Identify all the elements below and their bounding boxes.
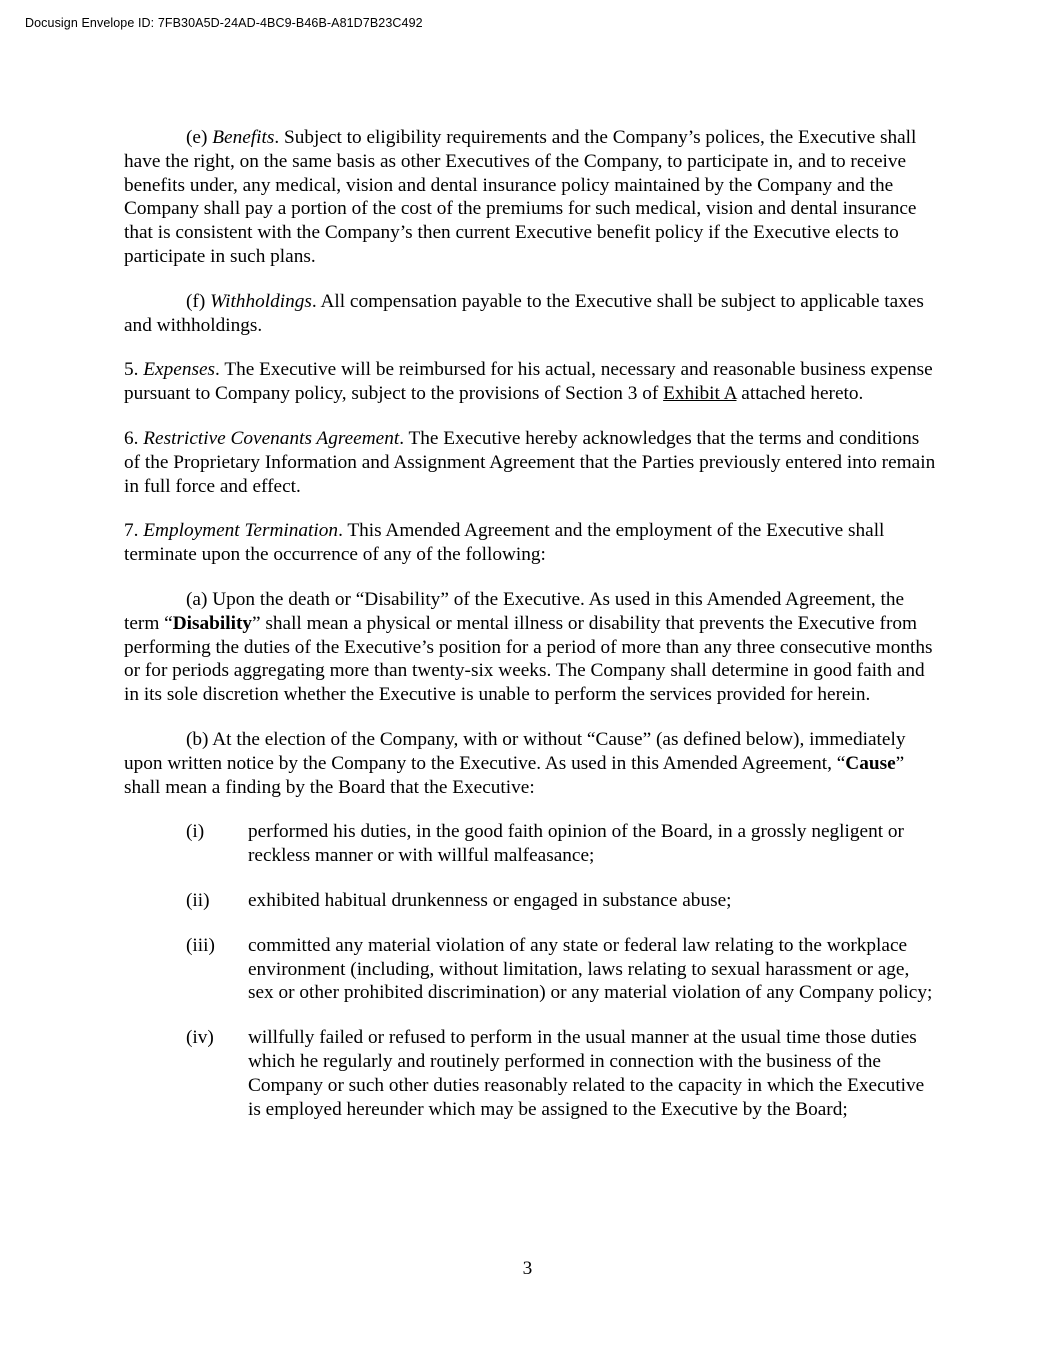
- subsection-death-disability: [124, 588, 936, 707]
- section-employment-termination: [124, 519, 936, 567]
- section-title: Restrictive Covenants Agreement: [143, 427, 400, 449]
- section-number: 6.: [124, 427, 144, 449]
- cause-item: [124, 889, 936, 913]
- subsection-text-end: ” shall mean a physical or mental illness or disability that prevents the Executive from performing the duties of the Executive’s position for a period of more than any three consecutive months or for periods aggregating more than twenty-six weeks. The Company shall determine in good faith and in its sole discretion whether the Executive is unable to perform the services provided for herein.: [124, 612, 933, 706]
- section-text: . The Executive hereby acknowledges that the terms and conditions of the Proprietary Information and Assignment Agreement that the Parties previously entered into remain in full force and effect.: [124, 427, 936, 497]
- section-benefits: [124, 126, 936, 269]
- cause-item-text: committed any material violation of any state or federal law relating to the workplace environment (including, without limitation, laws relating to sexual harassment or age, sex or other prohibited discrimination) or any material violation of any Company policy;: [248, 934, 933, 1004]
- section-number: (e): [186, 127, 213, 148]
- subsection-text: (a) Upon the death or “Disability” of the Executive. As used in this Amended Agreement, the term “: [124, 588, 905, 634]
- exhibit-a-reference: Exhibit A: [663, 383, 737, 405]
- section-title: Expenses: [143, 359, 216, 381]
- section-text: . Subject to eligibility requirements and the Company’s polices, the Executive shall have the right, on the same basis as other Executives of the Company, to participate in, and to receive benefits under, any medical, vision and dental insurance policy maintained by the Company and the Company shall pay a portion of the cost of the premiums for such medical, vision and dental insurance that is consistent with the Company’s then current Executive benefit policy if the Executive elects to participate in such plans.: [124, 127, 917, 267]
- section-text-end: attached hereto.: [736, 383, 864, 405]
- section-text: . All compensation payable to the Executive shall be subject to applicable taxes and withholdings.: [124, 290, 924, 336]
- cause-item-number: (iii): [186, 934, 215, 956]
- defined-term-cause: Cause: [845, 752, 896, 774]
- section-text: . This Amended Agreement and the employment of the Executive shall terminate upon the occurrence of any of the following:: [124, 520, 885, 566]
- cause-item-text: willfully failed or refused to perform in the usual manner at the usual time those duties which he regularly and routinely performed in connection with the business of the Company or such other duties reasonably related to the capacity in which the Executive is employed hereunder which may be assigned to the Executive by the Board;: [248, 1027, 925, 1120]
- cause-item-text: performed his duties, in the good faith opinion of the Board, in a grossly negligent or reckless manner or with willful malfeasance;: [248, 821, 904, 867]
- page-number: 3: [522, 1258, 533, 1279]
- cause-item-text: exhibited habitual drunkenness or engaged in substance abuse;: [248, 889, 732, 911]
- cause-item: [124, 934, 936, 1005]
- cause-item-number: (ii): [186, 889, 210, 911]
- section-text: . The Executive will be reimbursed for his actual, necessary and reasonable business expense pursuant to Company policy, subject to the provisions of Section 3 of: [124, 359, 933, 405]
- section-number: 7.: [124, 520, 144, 542]
- section-title: Withholdings: [210, 290, 312, 312]
- section-withholdings: [124, 290, 936, 338]
- section-restrictive-covenants: [124, 427, 936, 498]
- document-body: [124, 126, 936, 1121]
- cause-item-number: (i): [186, 821, 205, 843]
- subsection-text: (b) At the election of the Company, with or without “Cause” (as defined below), immediately upon written notice by the Company to the Executive. As used in this Amended Agreement, “: [124, 728, 906, 774]
- cause-item-number: (iv): [186, 1027, 214, 1049]
- section-title: Employment Termination: [143, 520, 339, 542]
- defined-term-disability: Disability: [172, 612, 252, 634]
- cause-item: [124, 1026, 936, 1121]
- section-number: (f): [186, 290, 211, 312]
- section-expenses: [124, 358, 936, 406]
- cause-item: [124, 820, 936, 868]
- envelope-id: Docusign Envelope ID: 7FB30A5D-24AD-4BC9-B46B-A81D7B23C492: [25, 16, 423, 30]
- section-number: 5.: [124, 359, 144, 381]
- subsection-text-end: ” shall mean a finding by the Board that the Executive:: [124, 752, 905, 798]
- section-title: Benefits: [212, 127, 275, 148]
- subsection-election-cause: [124, 728, 936, 799]
